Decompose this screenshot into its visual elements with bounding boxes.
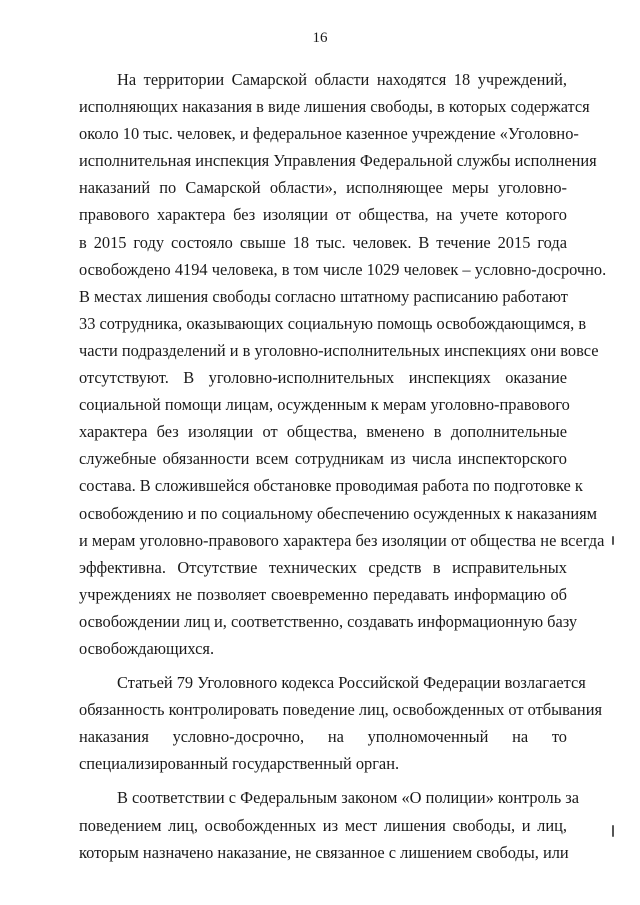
text-line: освобождено 4194 человека, в том числе 1029 человек – условно-досрочно. xyxy=(79,259,607,279)
paragraph-1 xyxy=(79,66,607,662)
text-line: учреждениях не позволяет своевременно передавать информацию об xyxy=(79,584,567,604)
text-line: исполняющих наказания в виде лишения свободы, в которых содержатся xyxy=(79,97,590,117)
text-line: освобождающихся. xyxy=(79,638,215,658)
text-line: характера без изоляции от общества, вменено в дополнительные xyxy=(79,422,567,442)
text-line: В местах лишения свободы согласно штатному расписанию работают xyxy=(79,286,568,306)
text-line: освобождению и по социальному обеспечению осужденных к наказаниям xyxy=(79,503,598,523)
text-line: части подразделений и в уголовно-исполнительных инспекциях они вовсе xyxy=(79,340,599,360)
text-line: наказания условно-досрочно, на уполномоченный на то xyxy=(79,727,567,747)
text-line: В соответствии с Федеральным законом «О полиции» контроль за xyxy=(117,788,580,808)
text-line: специализированный государственный орган. xyxy=(79,754,400,774)
document-body xyxy=(79,66,607,866)
text-line: в 2015 году состояло свыше 18 тыс. человек. В течение 2015 года xyxy=(79,232,567,252)
text-line: Статьей 79 Уголовного кодекса Российской Федерации возлагается xyxy=(117,673,586,693)
text-line: состава. В сложившейся обстановке проводимая работа по подготовке к xyxy=(79,476,583,496)
page-number: 16 xyxy=(312,30,328,46)
paragraph-2 xyxy=(79,669,603,777)
text-line: На территории Самарской области находятся 18 учреждений, xyxy=(117,70,567,89)
text-line: поведением лиц, освобожденных из мест лишения свободы, и лиц, xyxy=(79,815,567,835)
scan-mark xyxy=(612,825,614,837)
text-line: эффективна. Отсутствие технических средств в исправительных xyxy=(79,557,567,577)
text-line: 33 сотрудника, оказывающих социальную помощь освобождающимся, в xyxy=(79,313,587,333)
text-line: около 10 тыс. человек, и федеральное казенное учреждение «Уголовно- xyxy=(79,124,579,144)
text-line: освобождении лиц и, соответственно, создавать информационную базу xyxy=(79,611,578,631)
scan-mark xyxy=(612,536,614,545)
paragraph-3 xyxy=(79,784,580,865)
text-line: социальной помощи лицам, осужденным к мерам уголовно-правового xyxy=(79,395,570,415)
text-line: служебные обязанности всем сотрудникам из числа инспекторского xyxy=(79,449,567,469)
text-line: правового характера без изоляции от общества, на учете которого xyxy=(79,205,567,225)
text-line: и мерам уголовно-правового характера без изоляции от общества не всегда xyxy=(79,530,605,550)
text-line: обязанность контролировать поведение лиц, освобожденных от отбывания xyxy=(79,700,603,720)
text-line: наказаний по Самарской области», исполняющее меры уголовно- xyxy=(79,178,567,198)
text-line: отсутствуют. В уголовно-исполнительных инспекциях оказание xyxy=(79,368,567,388)
text-line: которым назначено наказание, не связанное с лишением свободы, или xyxy=(79,842,569,862)
text-line: исполнительная инспекция Управления Федеральной службы исполнения xyxy=(79,151,597,171)
